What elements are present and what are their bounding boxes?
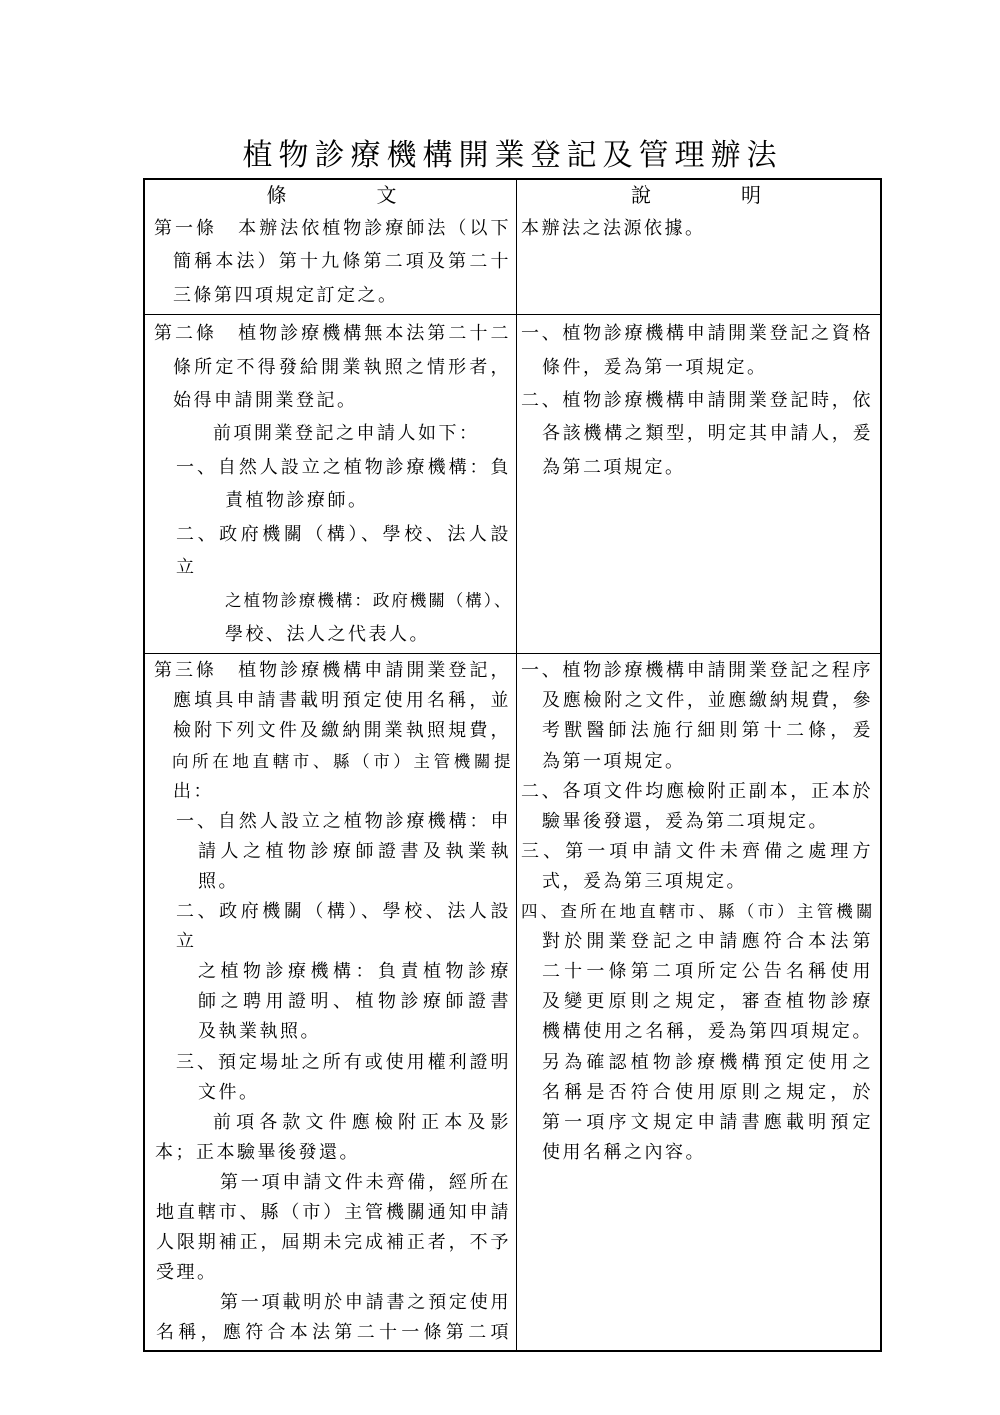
text-line: 第一項申請文件未齊備，經所在 <box>220 1171 511 1193</box>
text-line: 名稱，應符合本法第二十一條第二項 <box>156 1322 511 1344</box>
text-line: 及變更原則之規定，審查植物診療 <box>542 991 873 1013</box>
text-line: 本；正本驗畢後發還。 <box>155 1141 360 1163</box>
text-line: 請人之植物診療師證書及執業執 <box>198 840 511 862</box>
text-line: 各該機構之類型，明定其申請人，爰 <box>542 423 873 445</box>
text-line: 第一項載明於申請書之預定使用 <box>220 1292 511 1314</box>
table-row <box>145 210 880 314</box>
text-line: 二、政府機關（構）、學校、法人設立 <box>176 901 511 953</box>
text-line: 另為確認植物診療機構預定使用之 <box>542 1051 873 1073</box>
text-line: 三、預定場址之所有或使用權利證明 <box>176 1051 511 1073</box>
text-line: 考獸醫師法施行細則第十二條，爰 <box>542 720 873 742</box>
article-cell <box>145 315 517 653</box>
text-line: 及執業執照。 <box>198 1021 321 1043</box>
text-line: 為第一項規定。 <box>542 750 686 772</box>
text-line: 之植物診療機構：政府機關（構）、 <box>225 591 511 611</box>
text-line: 三條第四項規定訂定之。 <box>173 284 399 306</box>
article-cell <box>145 654 517 1350</box>
text-line: 三、第一項申請文件未齊備之處理方 <box>521 840 873 862</box>
text-line: 前項開業登記之申請人如下： <box>213 423 480 445</box>
text-line: 前項各款文件應檢附正本及影 <box>213 1111 511 1133</box>
text-line: 地直轄市、縣（市）主管機關通知申請 <box>156 1201 511 1223</box>
table-row <box>145 314 880 653</box>
text-line: 第三條 植物診療機構申請開業登記， <box>154 660 511 682</box>
text-line: 本辦法之法源依據。 <box>521 218 706 239</box>
document-title: 植物診療機構開業登記及管理辦法 <box>242 138 783 173</box>
text-line: 二、政府機關（構）、學校、法人設立 <box>176 523 511 579</box>
text-line: 使用名稱之內容。 <box>542 1141 706 1163</box>
text-line: 條件，爰為第一項規定。 <box>542 356 768 378</box>
text-line: 第二條 植物診療機構無本法第二十二 <box>154 323 511 345</box>
text-line: 機構使用之名稱，爰為第四項規定。 <box>542 1021 873 1043</box>
table-header-row <box>145 180 880 210</box>
text-line: 為第二項規定。 <box>542 456 686 478</box>
table-body <box>145 210 880 1350</box>
text-line: 學校、法人之代表人。 <box>225 623 430 645</box>
explanation-cell <box>517 315 880 653</box>
text-line: 責植物診療師。 <box>225 490 369 512</box>
text-line: 第一條 本辦法依植物診療師法（以下 <box>154 218 511 239</box>
text-line: 始得申請開業登記。 <box>173 390 358 412</box>
text-line: 受理。 <box>156 1262 218 1284</box>
text-line: 條所定不得發給開業執照之情形者， <box>173 356 511 378</box>
text-line: 二十一條第二項所定公告名稱使用 <box>542 961 873 983</box>
article-cell <box>145 210 517 314</box>
table-row <box>145 653 880 1350</box>
text-line: 及應檢附之文件，並應繳納規費，參 <box>542 690 873 712</box>
text-line: 四、查所在地直轄市、縣（市）主管機關 <box>521 902 873 922</box>
text-line: 文件。 <box>198 1081 260 1103</box>
text-line: 名稱是否符合使用原則之規定，於 <box>542 1081 873 1103</box>
text-line: 人限期補正，屆期未完成補正者，不予 <box>156 1232 511 1254</box>
text-line: 一、植物診療機構申請開業登記之資格 <box>521 323 873 345</box>
header-explanation: 說 明 <box>631 183 763 207</box>
comparison-table <box>143 178 882 1352</box>
text-line: 二、植物診療機構申請開業登記時，依 <box>521 390 873 412</box>
text-line: 一、自然人設立之植物診療機構：負 <box>176 456 511 478</box>
text-line: 第一項序文規定申請書應載明預定 <box>542 1111 873 1133</box>
text-line: 式，爰為第三項規定。 <box>542 870 747 892</box>
text-line: 照。 <box>198 870 239 892</box>
text-line: 應填具申請書載明預定使用名稱，並 <box>173 690 511 712</box>
explanation-cell <box>517 654 880 1350</box>
explanation-cell <box>517 210 880 314</box>
text-line: 二、各項文件均應檢附正副本，正本於 <box>521 780 873 802</box>
text-line: 檢附下列文件及繳納開業執照規費， <box>173 720 511 742</box>
text-line: 出： <box>173 780 214 802</box>
text-line: 向所在地直轄市、縣（市）主管機關提 <box>172 751 511 771</box>
text-line: 之植物診療機構：負責植物診療 <box>198 961 511 983</box>
text-line: 師之聘用證明、植物診療師證書 <box>198 991 511 1013</box>
text-line: 一、植物診療機構申請開業登記之程序 <box>521 660 873 682</box>
text-line: 驗畢後發還，爰為第二項規定。 <box>542 810 829 832</box>
text-line: 對於開業登記之申請應符合本法第 <box>542 931 873 953</box>
header-articles: 條 文 <box>145 180 517 210</box>
text-line: 簡稱本法）第十九條第二項及第二十 <box>173 251 511 273</box>
text-line: 一、自然人設立之植物診療機構：申 <box>176 810 511 832</box>
